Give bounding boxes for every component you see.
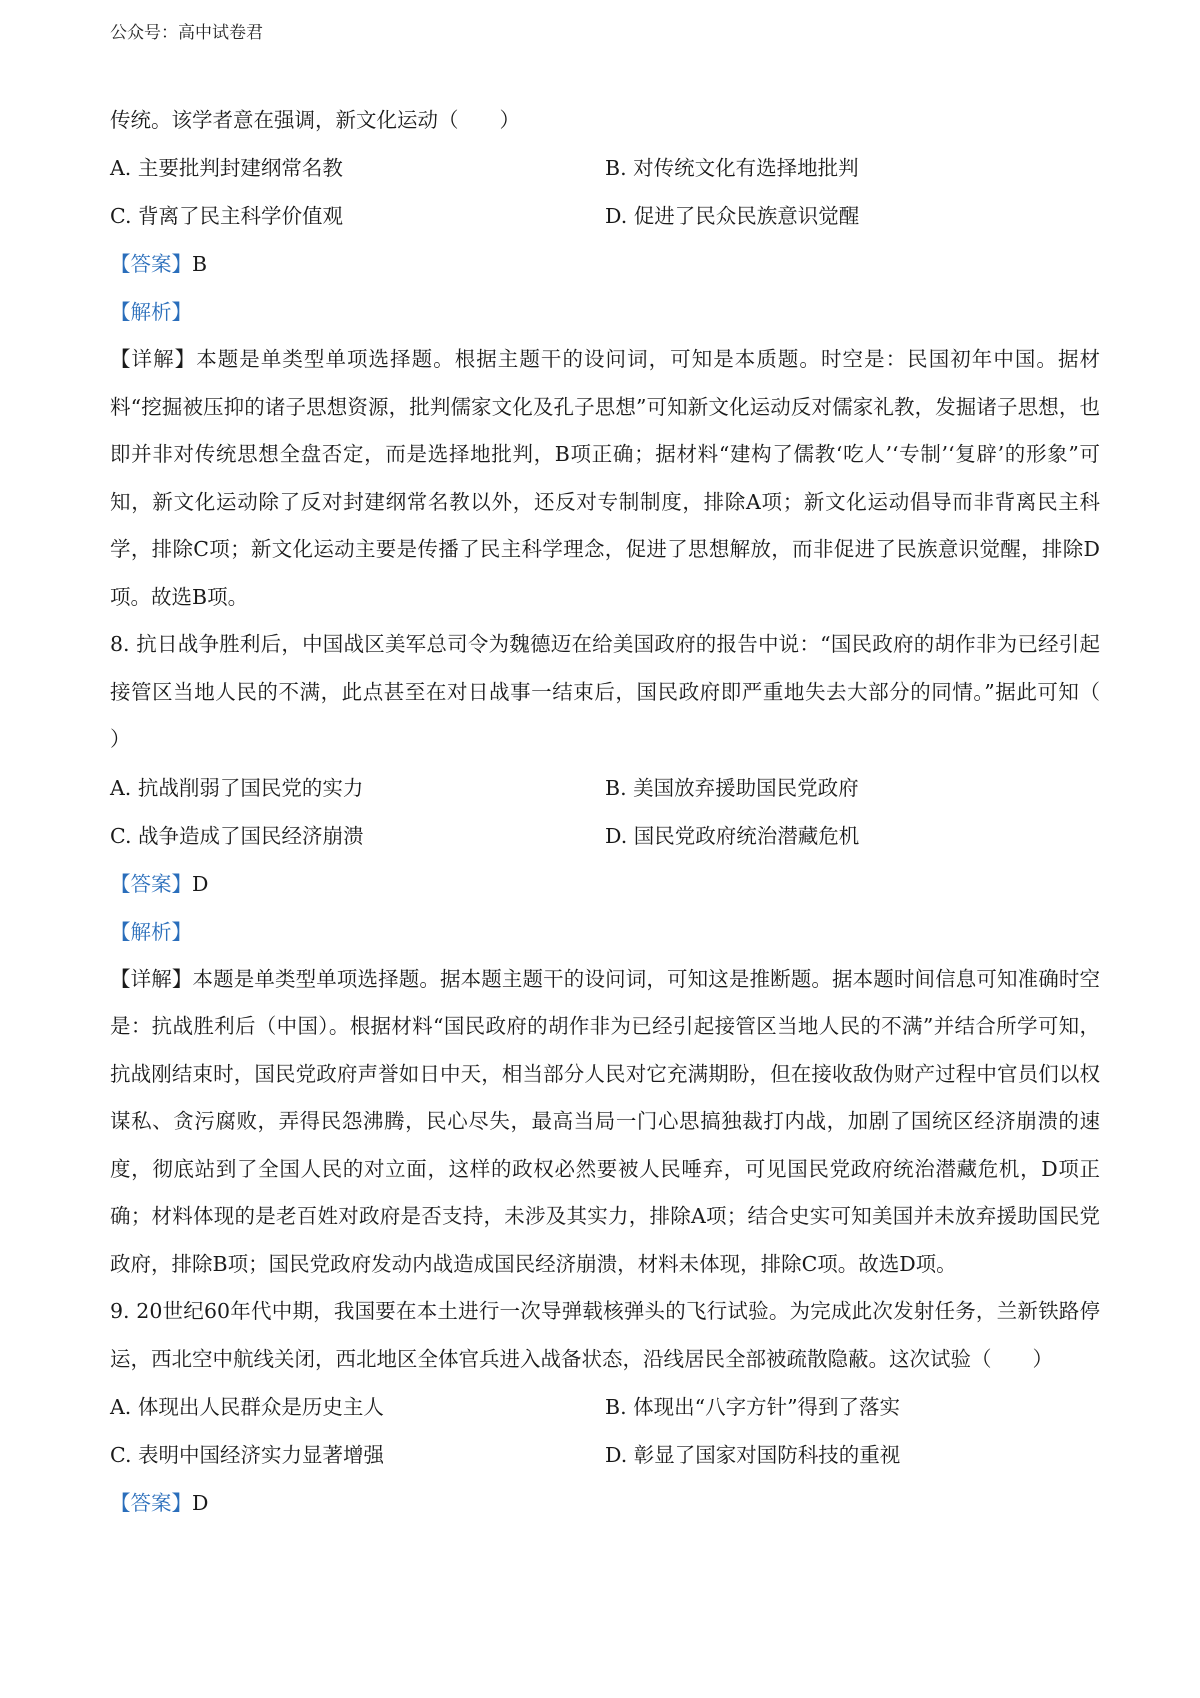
analysis-label: 【解析】 [110,919,192,944]
q8-option-a: A. 抗战削弱了国民党的实力 [110,775,364,800]
page-header: 公众号：高中试卷君 [110,23,263,43]
q7-option-d: D. 促进了民众民族意识觉醒 [605,204,860,228]
q8-stem: 8. 抗日战争胜利后，中国战区美军总司令为魏德迈在给美国政府的报告中说：“国民政府的胡作非为已经引起接管区当地人民的不满，此点甚至在对日战事一结束后，国民政府即严重地失去大部分的同情。”据此可知（ ） [110,632,1141,751]
q8-option-c: C. 战争造成了国民经济崩溃 [110,823,364,848]
detail-text: 本题是单类型单项选择题。据本题主题干的设问词，可知这是推断题。据本题时间信息可知准确时空是：抗战胜利后（中国）。根据材料“国民政府的胡作非为已经引起接管区当地人民的不满”并结合所学可知，抗战刚结束时，国民党政府声誉如日中天，相当部分人民对它充满期盼，但在接收敌伪财产过程中官员们以权谋私、贪污腐败，弄得民怨沸腾，民心尽失，最高当局一门心思搞独裁打内战，加剧了国统区经济崩溃的速度，彻底站到了全国人民的对立面，这样的政权必然要被人民唾弃，可见国民党政府统治潜藏危机，D项正确；材料体现的是老百姓对政府是否支持，未涉及其实力，排除A项；结合史实可知美国并未放弃援助国民党政府，排除B项；国民党政府发动内战造成国民经济崩溃，材料未体现，排除C项。故选D项。 [110,966,1101,1276]
q9-answer [110,1479,1100,1527]
q9-options-row-2 [110,1431,1100,1479]
answer-label: 【答案】 [110,252,192,276]
q8-options-row-2 [110,812,1100,860]
q8-option-b: B. 美国放弃援助国民党政府 [605,775,859,800]
q8-detail [110,956,1100,1289]
analysis-label: 【解析】 [110,300,192,324]
q9-option-a: A. 体现出人民群众是历史主人 [110,1395,384,1419]
q8-option-d: D. 国民党政府统治潜藏危机 [605,823,860,848]
q9-option-c: C. 表明中国经济实力显著增强 [110,1443,384,1467]
q7-detail [110,336,1100,621]
detail-label: 【详解】 [110,347,197,371]
q7-option-b: B. 对传统文化有选择地批判 [605,156,859,180]
q9-options-row-1 [110,1383,1100,1431]
detail-label: 【详解】 [110,966,193,991]
q7-options-row-1 [110,144,1100,192]
answer-value: D [192,871,209,896]
answer-value: D [192,1491,209,1515]
q7-answer [110,240,1100,288]
exam-page [110,96,1141,1527]
answer-label: 【答案】 [110,1491,192,1515]
q9-stem: 9. 20世纪60年代中期，我国要在本土进行一次导弹载核弹头的飞行试验。为完成此次发射任务，兰新铁路停运，西北空中航线关闭，西北地区全体官兵进入战备状态，沿线居民全部被疏散隐蔽。这次试验（ ） [110,1299,1100,1371]
detail-text: 本题是单类型单项选择题。根据主题干的设问词，可知是本质题。时空是：民国初年中国。据材料“挖掘被压抑的诸子思想资源，批判儒家文化及孔子思想”可知新文化运动反对儒家礼教，发掘诸子思想，也即并非对传统思想全盘否定，而是选择地批判，B项正确；据材料“建构了儒教‘吃人’‘专制’‘复辟’的形象”可知，新文化运动除了反对封建纲常名教以外，还反对专制制度，排除A项；新文化运动倡导而非背离民主科学，排除C项；新文化运动主要是传播了民主科学理念，促进了思想解放，而非促进了民族意识觉醒，排除D项。故选B项。 [110,347,1101,609]
q8-options-row-1 [110,764,1100,812]
q7-analysis [110,288,1100,336]
q8-answer [110,860,1100,908]
answer-value: B [192,252,208,276]
q7-stem-tail: 传统。该学者意在强调，新文化运动（ ） [110,108,520,132]
q8-analysis [110,908,1100,956]
q7-option-c: C. 背离了民主科学价值观 [110,204,343,228]
q9-option-b: B. 体现出“八字方针”得到了落实 [605,1395,901,1419]
q7-options-row-2 [110,192,1100,240]
q9-option-d: D. 彰显了国家对国防科技的重视 [605,1443,901,1467]
answer-label: 【答案】 [110,871,192,896]
q7-option-a: A. 主要批判封建纲常名教 [110,156,343,180]
